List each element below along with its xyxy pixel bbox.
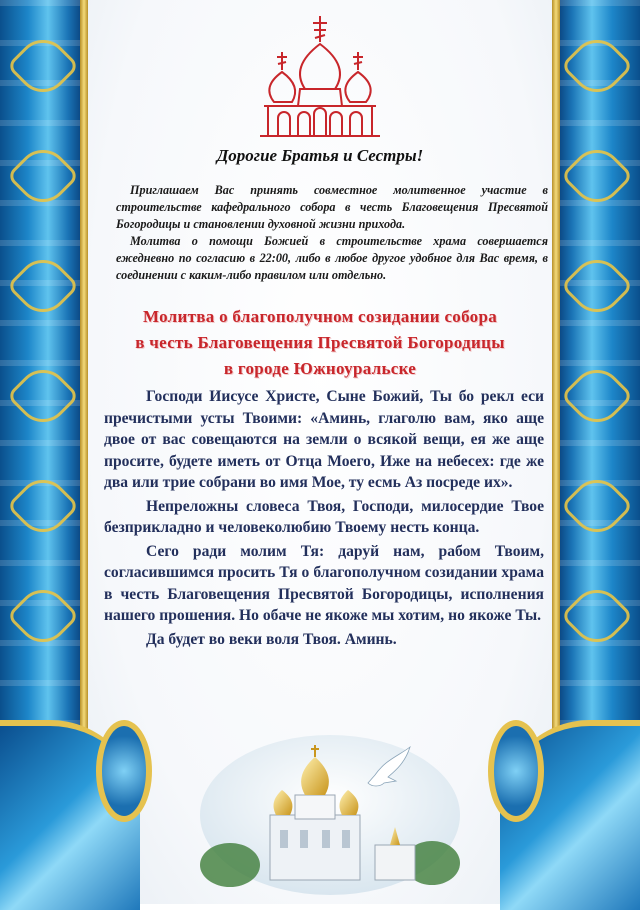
scroll-curl-left bbox=[96, 720, 152, 822]
prayer-text bbox=[104, 386, 544, 652]
ornament-icon bbox=[560, 579, 634, 653]
prayer-title-line-3: в городе Южноуральске bbox=[223, 359, 417, 378]
scroll-curl-right bbox=[488, 720, 544, 822]
ornament-icon bbox=[6, 579, 80, 653]
ornament-icon bbox=[560, 359, 634, 433]
prayer-title bbox=[100, 304, 540, 382]
church-domes-logo-icon bbox=[250, 14, 390, 144]
ornament-icon bbox=[6, 139, 80, 213]
intro-text bbox=[116, 182, 548, 284]
prayer-paragraph-4: Да будет во веки воля Твоя. Аминь. bbox=[146, 630, 397, 648]
ornament-icon bbox=[6, 469, 80, 543]
ornament-icon bbox=[6, 29, 80, 103]
prayer-title-line-1: Молитва о благополучном созидании собора bbox=[142, 307, 498, 326]
ornament-icon bbox=[560, 469, 634, 543]
prayer-paragraph-1: Господи Иисусе Христе, Сыне Божий, Ты бо рекл еси пречистыми усты Твоими: «Аминь, глаголю вам, яко аще двое от вас совещаются на земли о всякой вещи, ея же аще просите, будете иметь от Отца Моего, Иже на небесех: где же два или трие собрани во имя Мое, ту есмь Аз посреде их». bbox=[104, 388, 544, 491]
prayer-title-line-2: в честь Благовещения Пресвятой Богородицы bbox=[135, 333, 505, 352]
ornament-icon bbox=[6, 359, 80, 433]
ornament-icon bbox=[6, 249, 80, 323]
intro-paragraph-1: Приглашаем Вас принять совместное молитвенное участие в строительстве кафедрального собора в честь Благовещения Пресвятой Богородицы и становлении духовной жизни прихода. bbox=[116, 183, 548, 231]
ornament-icon bbox=[560, 139, 634, 213]
intro-paragraph-2: Молитва о помощи Божией в строительстве храма совершается ежедневно по согласию в 22:00, либо в любое другое удобное для Вас время, в соединении с каким-либо правилом или отдельно. bbox=[116, 234, 548, 282]
ornament-icon bbox=[560, 29, 634, 103]
ornament-icon bbox=[560, 249, 634, 323]
prayer-paragraph-3: Сего ради молим Тя: даруй нам, рабом Твоим, согласившимся просить Тя о благополучном созидании храма в честь Благовещения Пресвятой Богородицы, исполнения нашего прошения. Но обаче не якоже мы хотим, но якоже Ты. bbox=[104, 542, 544, 624]
greeting-title: Дорогие Братья и Сестры! bbox=[216, 146, 424, 165]
cathedral-with-dove-image bbox=[200, 735, 460, 895]
prayer-paragraph-2: Непреложны словеса Твоя, Господи, милосердие Твое безприкладно и человеколюбию Твоему несть конца. bbox=[104, 497, 544, 536]
